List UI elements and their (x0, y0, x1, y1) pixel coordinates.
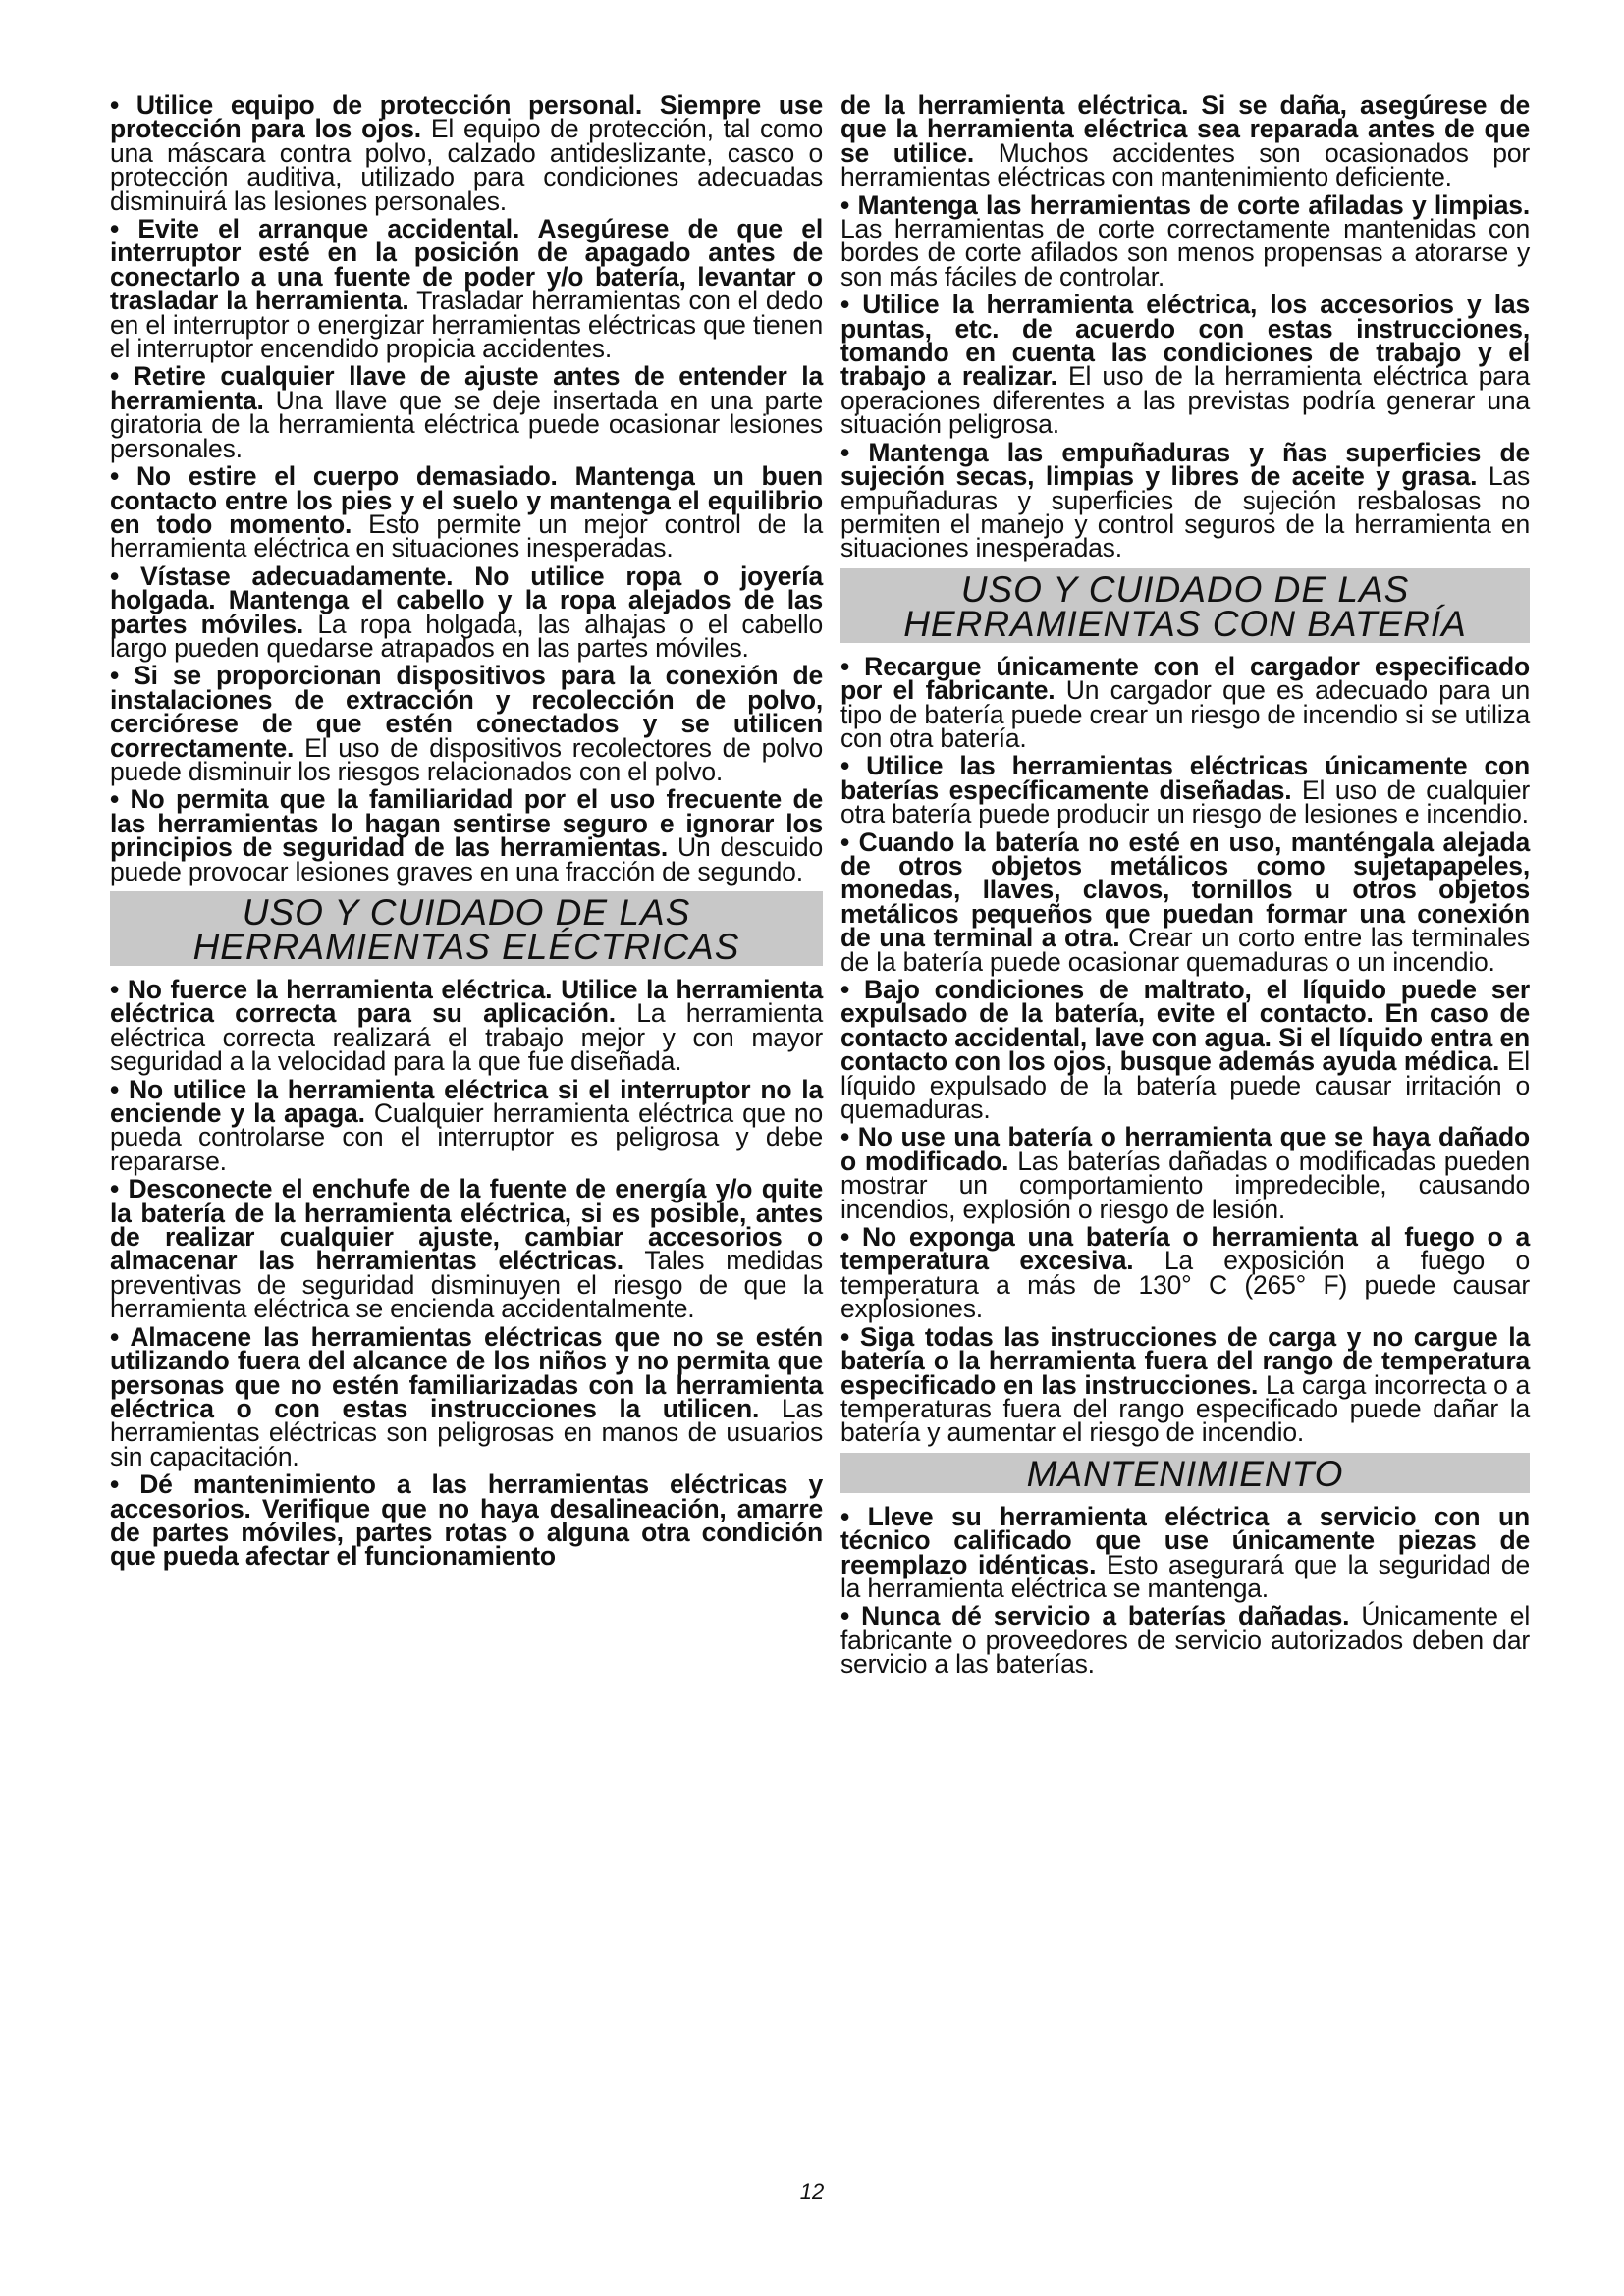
item-text: Esto asegurará que la seguridad de la herramienta eléctrica se mantenga. (840, 1549, 1530, 1603)
item-heading: • Retire cualquier llave de ajuste antes de entender la herramienta. (110, 361, 823, 415)
item-heading: • Utilice equipo de protección personal. Siempre use protección para los ojos. (110, 90, 823, 144)
safety-item (840, 1222, 1530, 1324)
safety-item (840, 1122, 1530, 1224)
safety-item (840, 1321, 1530, 1448)
item-heading: • Mantenga las empuñaduras y ñas superficies de sujeción secas, limpias y libres de aceite y grasa. (840, 437, 1530, 492)
item-text: Cualquier herramienta eléctrica que no pueda controlarse con el interruptor es peligrosa y debe repararse. (110, 1098, 823, 1176)
item-text: Crear un corto entre las terminales de la batería puede ocasionar quemaduras o un incendio. (840, 923, 1530, 977)
item-text: La herramienta eléctrica correcta realizará el trabajo mejor y con mayor seguridad a la velocidad para la que fue diseñada. (110, 998, 824, 1077)
safety-item (840, 437, 1530, 563)
item-text: Un descuido puede provocar lesiones graves en una fracción de segundo. (110, 832, 823, 886)
banner-line: USO Y CUIDADO DE LAS (960, 568, 1410, 610)
item-text: Únicamente el fabricante o proveedores de servicio autorizados deben dar servicio a las baterías. (840, 1601, 1531, 1680)
item-heading: • Bajo condiciones de maltrato, el líquido puede ser expulsado de la batería, evite el contacto. En caso de contacto accidental, lave con agua. Si el líquido entra en contacto con los ojos, busque además ayuda médica. (840, 975, 1530, 1077)
left-column (110, 90, 824, 1573)
item-heading: • Si se proporcionan dispositivos para la conexión de instalaciones de extracción y recolección de polvo, cerciórese de que estén conectados y se utilicen correctamente. (110, 661, 823, 763)
banner-line: HERRAMIENTAS ELÉCTRICAS (192, 927, 740, 967)
safety-item (840, 290, 1530, 440)
item-text: Una llave que se deje insertada en una parte giratoria de la herramienta eléctrica puede ocasionar lesiones personales. (110, 385, 823, 463)
safety-item (840, 189, 1530, 292)
item-heading: • No utilice la herramienta eléctrica si el interruptor no la enciende y la apaga. (110, 1074, 823, 1129)
safety-item (840, 1501, 1530, 1603)
item-text: Las herramientas de corte correctamente mantenidas con bordes de corte afilados son menos propensas a atorarse y son más fáciles de controlar. (840, 214, 1530, 292)
item-text: El equipo de protección, tal como una máscara contra polvo, calzado antideslizante, casco o protección auditiva, utilizado para condiciones adecuadas disminuirá las lesiones personales. (110, 114, 823, 216)
item-text: Un cargador que es adecuado para un tipo de batería puede crear un riesgo de incendio si se utiliza con otra batería. (840, 675, 1530, 753)
safety-item (840, 751, 1530, 829)
item-heading: • No permita que la familiaridad por el uso frecuente de las herramientas lo hagan sentirse seguro e ignorar los principios de seguridad de las herramientas. (110, 784, 823, 863)
item-heading: • No estire el cuerpo demasiado. Mantenga un buen contacto entre los pies y el suelo y mantenga el equilibrio en todo momento. (110, 461, 823, 539)
item-heading: • Desconecte el enchufe de la fuente de energía y/o quite la batería de la herramienta eléctrica, si es posible, antes de realizar cualquier ajuste, cambiar accesorios o almacenar las herramientas eléctricas. (110, 1174, 823, 1276)
safety-item (110, 461, 824, 563)
item-text: La carga incorrecta o a temperaturas fuera del rango especificado puede dañar la batería y aumentar el riesgo de incendio. (840, 1369, 1530, 1448)
item-text: El uso de cualquier otra batería puede producir un riesgo de lesiones e incendio. (840, 774, 1530, 829)
item-text: Las empuñaduras y superficies de sujeción resbalosas no permiten el manejo y control seguros de la herramienta en situaciones inesperadas. (840, 461, 1530, 563)
safety-item (840, 975, 1530, 1125)
item-heading: • No fuerce la herramienta eléctrica. Utilice la herramienta eléctrica correcta para su aplicación. (110, 975, 823, 1029)
item-text: Las herramientas eléctricas son peligrosas en manos de usuarios sin capacitación. (110, 1393, 823, 1471)
item-text: Tales medidas preventivas de seguridad disminuyen el riesgo de que la herramienta eléctrica se encienda accidentalmente. (110, 1246, 823, 1324)
safety-item (110, 661, 823, 786)
safety-item (840, 1601, 1531, 1680)
safety-item (110, 214, 824, 364)
item-heading: • Utilice las herramientas eléctricas únicamente con baterías específicamente diseñadas. (840, 751, 1530, 805)
safety-item (110, 1174, 823, 1324)
banner-line: HERRAMIENTAS CON BATERÍA (903, 603, 1467, 644)
banner-line: USO Y CUIDADO DE LAS (242, 892, 691, 933)
banner-line: MANTENIMIENTO (1026, 1453, 1344, 1494)
section-banner (110, 891, 823, 966)
item-heading: • Nunca dé servicio a baterías dañadas. (840, 1601, 1350, 1631)
item-text: La exposición a fuego o temperatura a más de 130° C (265° F) puede causar explosiones. (840, 1246, 1530, 1324)
item-heading: • No use una batería o herramienta que se haya dañado o modificado. (840, 1122, 1530, 1176)
safety-item (110, 1074, 823, 1176)
item-text: Trasladar herramientas con el dedo en el interruptor o energizar herramientas eléctricas que tienen el interruptor encendido propicia accidentes. (110, 286, 824, 364)
continued-item (840, 90, 1530, 192)
item-heading: • Vístase adecuadamente. No utilice ropa o joyería holgada. Mantenga el cabello y la ropa alejados de las partes móviles. (110, 561, 823, 639)
safety-item (110, 1469, 823, 1572)
item-text: Las baterías dañadas o modificadas pueden mostrar un comportamiento impredecible, causando incendios, explosión o riesgo de lesión. (840, 1146, 1530, 1224)
item-text: Muchos accidentes son ocasionados por herramientas eléctricas con mantenimiento deficiente. (840, 137, 1530, 192)
item-text: Esto permite un mejor control de la herramienta eléctrica en situaciones inesperadas. (110, 508, 824, 563)
section-banner (840, 568, 1530, 643)
safety-item (110, 90, 823, 216)
item-heading: • Almacene las herramientas eléctricas que no se estén utilizando fuera del alcance de los niños y no permita que personas que no estén familiarizadas con la herramienta eléctrica o con estas instrucciones la utilicen. (110, 1321, 823, 1423)
section-banner (840, 1453, 1530, 1493)
item-heading: • Evite el arranque accidental. Asegúrese de que el interruptor esté en la posición de apagado antes de conectarlo a una fuente de poder y/o batería, levantar o trasladar la herramienta. (110, 214, 823, 316)
page-number: 12 (799, 2179, 825, 2204)
item-text: La ropa holgada, las alhajas o el cabello largo pueden quedarse atrapados en las partes móviles. (110, 609, 823, 663)
item-text: El uso de la herramienta eléctrica para operaciones diferentes a las previstas podría generar una situación peligrosa. (840, 361, 1530, 440)
item-heading: • Dé mantenimiento a las herramientas eléctricas y accesorios. Verifique que no haya desalineación, amarre de partes móviles, partes rotas o alguna otra condición que pueda afectar el funcionamiento (110, 1469, 823, 1572)
item-text: El líquido expulsado de la batería puede causar irritación o quemaduras. (840, 1046, 1530, 1125)
safety-item (840, 651, 1530, 753)
item-heading: • Recargue únicamente con el cargador especificado por el fabricante. (840, 651, 1530, 706)
item-heading: de la herramienta eléctrica. Si se daña, asegúrese de que la herramienta eléctrica sea reparada antes de que se utilice. (840, 90, 1530, 168)
safety-item (110, 361, 823, 463)
safety-item (110, 561, 823, 663)
safety-item (840, 827, 1530, 977)
item-heading: • Lleve su herramienta eléctrica a servicio con un técnico calificado que use únicamente piezas de reemplazo idénticas. (840, 1501, 1530, 1579)
item-heading: • Siga todas las instrucciones de carga y no cargue la batería o la herramienta fuera del rango de temperatura especificado en las instrucciones. (840, 1321, 1530, 1400)
right-column (840, 90, 1531, 1681)
safety-item (110, 975, 824, 1077)
item-heading: • Mantenga las herramientas de corte afiladas y limpias. (840, 189, 1530, 220)
safety-item (110, 1321, 823, 1471)
item-heading: • Utilice la herramienta eléctrica, los accesorios y las puntas, etc. de acuerdo con estas instrucciones, tomando en cuenta las condiciones de trabajo y el trabajo a realizar. (840, 290, 1530, 392)
safety-item (110, 784, 823, 886)
item-heading: • Cuando la batería no esté en uso, manténgala alejada de otros objetos metálicos como sujetapapeles, monedas, llaves, clavos, tornillos u otros objetos metálicos pequeños que puedan formar una conexión de una terminal a otra. (840, 827, 1530, 953)
item-heading: • No exponga una batería o herramienta al fuego o a temperatura excesiva. (840, 1222, 1530, 1276)
item-text: El uso de dispositivos recolectores de polvo puede disminuir los riesgos relacionados con el polvo. (110, 732, 823, 786)
